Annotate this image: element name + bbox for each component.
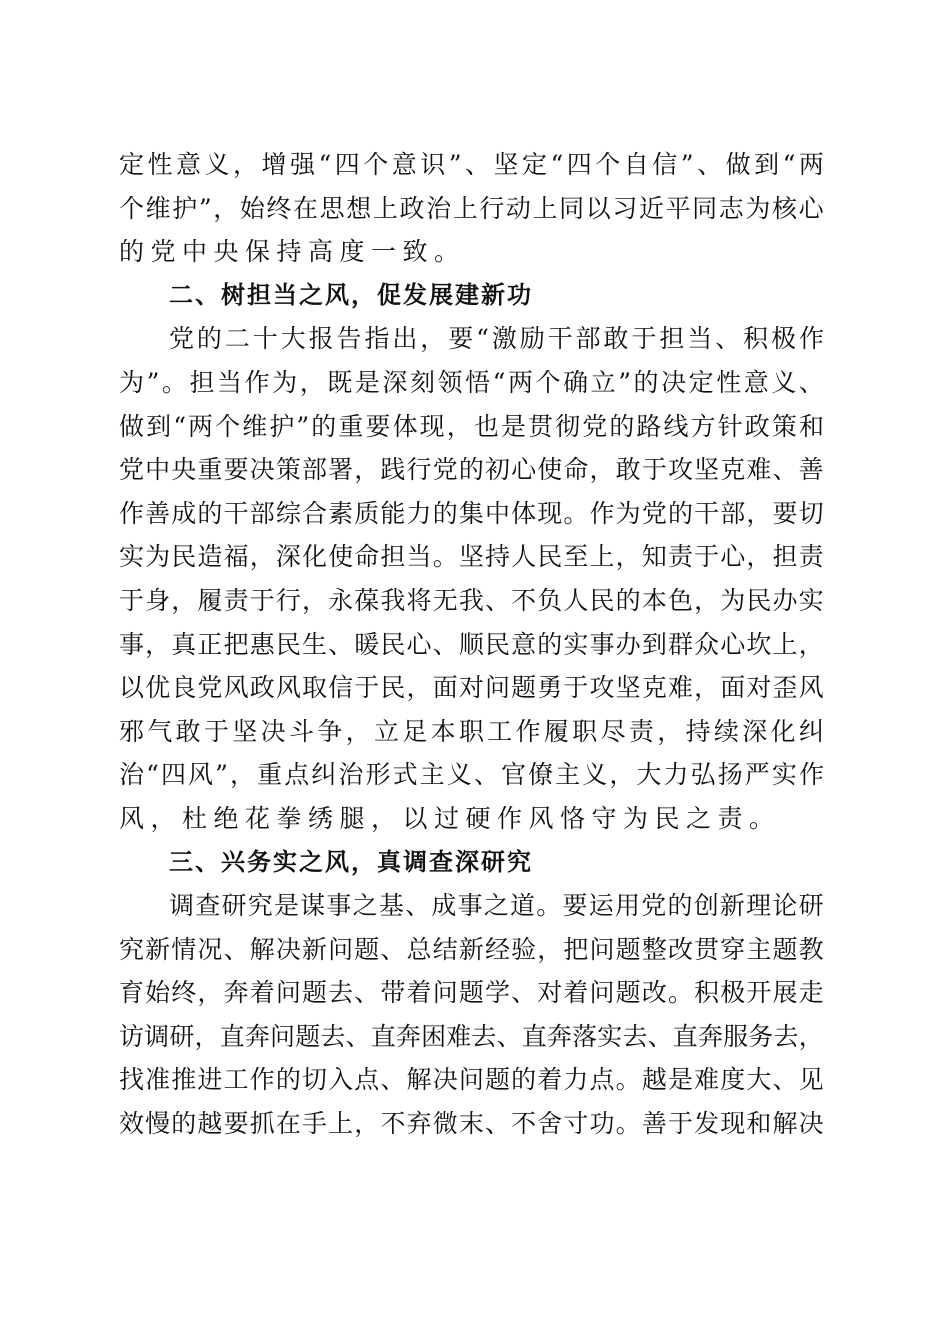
text-line: 实 为 民 造 福 ， 深 化 使 命 担 当 。 坚 持 人 民 至 上 ， 知 责 于 心 ， 担 责 bbox=[119, 542, 824, 572]
text-line: 治 “ 四 风 ” ， 重 点 纠 治 形 式 主 义 、 官 僚 主 义 ， 大 力 弘 扬 严 实 作 bbox=[119, 760, 824, 790]
text-line: 究 新 情 况 、 解 决 新 问 题 、 总 结 新 经 验 ， 把 问 题 整 改 贯 穿 主 题 教 bbox=[119, 934, 824, 964]
text-line: 为 ” 。 担 当 作 为 ， 既 是 深 刻 领 悟 “ 两 个 确 立 ” 的 决 定 性 意 义 、 bbox=[119, 367, 824, 397]
text-line: 党 中 央 重 要 决 策 部 署 ， 践 行 党 的 初 心 使 命 ， 敢 于 攻 坚 克 难 、 善 bbox=[119, 455, 824, 485]
text-line: 效 慢 的 越 要 抓 在 手 上 ， 不 弃 微 末 、 不 舍 寸 功 。 善 于 发 现 和 解 决 bbox=[119, 1109, 824, 1139]
paragraph-1 bbox=[119, 143, 824, 274]
text-line: 的党中央保持高度一致。 bbox=[119, 237, 466, 267]
text-line: 以 优 良 党 风 政 风 取 信 于 民 ， 面 对 问 题 勇 于 攻 坚 克 难 ， 面 对 歪 风 bbox=[119, 673, 824, 703]
text-line: 于 身 ， 履 责 于 行 ， 永 葆 我 将 无 我 、 不 负 人 民 的 本 色 ， 为 民 办 实 bbox=[119, 585, 824, 615]
text-line: 做 到 “ 两 个 维 护 ” 的 重 要 体 现 ， 也 是 贯 彻 党 的 路 线 方 针 政 策 和 bbox=[119, 411, 824, 441]
text-line: 调 查 研 究 是 谋 事 之 基 、 成 事 之 道 。 要 运 用 党 的 创 新 理 论 研 bbox=[169, 891, 824, 921]
paragraph-3 bbox=[119, 884, 824, 1146]
section-heading-2: 二、树担当之风，促发展建新功 bbox=[169, 280, 533, 309]
document-page bbox=[119, 143, 824, 1146]
section-heading-3: 三、兴务实之风，真调查深研究 bbox=[169, 847, 533, 876]
text-line: 党 的 二 十 大 报 告 指 出 ， 要 “ 激 励 干 部 敢 于 担 当 、 积 极 作 bbox=[169, 324, 824, 354]
text-line: 访 调 研 ， 直 奔 问 题 去 、 直 奔 困 难 去 、 直 奔 落 实 去 、 直 奔 服 务 去 ， bbox=[119, 1021, 824, 1051]
text-line: 个 维 护 ” ， 始 终 在 思 想 上 政 治 上 行 动 上 同 以 习 近 平 同 志 为 核 心 bbox=[119, 193, 824, 223]
text-line: 风，杜绝花拳绣腿，以过硬作风恪守为民之责。 bbox=[119, 803, 781, 833]
text-line: 定 性 意 义 ， 增 强 “ 四 个 意 识 ” 、 坚 定 “ 四 个 自 信 ” 、 做 到 “ 两 bbox=[119, 150, 824, 179]
text-line: 邪 气 敢 于 坚 决 斗 争 ， 立 足 本 职 工 作 履 职 尽 责 ， 持 续 深 化 纠 bbox=[119, 716, 824, 746]
text-line: 找 准 推 进 工 作 的 切 入 点 、 解 决 问 题 的 着 力 点 。 越 是 难 度 大 、 见 bbox=[119, 1065, 824, 1095]
text-line: 作 善 成 的 干 部 综 合 素 质 能 力 的 集 中 体 现 。 作 为 党 的 干 部 ， 要 切 bbox=[119, 498, 824, 528]
paragraph-2 bbox=[119, 317, 824, 840]
text-line: 事 ， 真 正 把 惠 民 生 、 暖 民 心 、 顺 民 意 的 实 事 办 到 群 众 心 坎 上 ， bbox=[119, 629, 824, 659]
text-line: 育 始 终 ， 奔 着 问 题 去 、 带 着 问 题 学 、 对 着 问 题 改 。 积 极 开 展 走 bbox=[119, 978, 824, 1008]
